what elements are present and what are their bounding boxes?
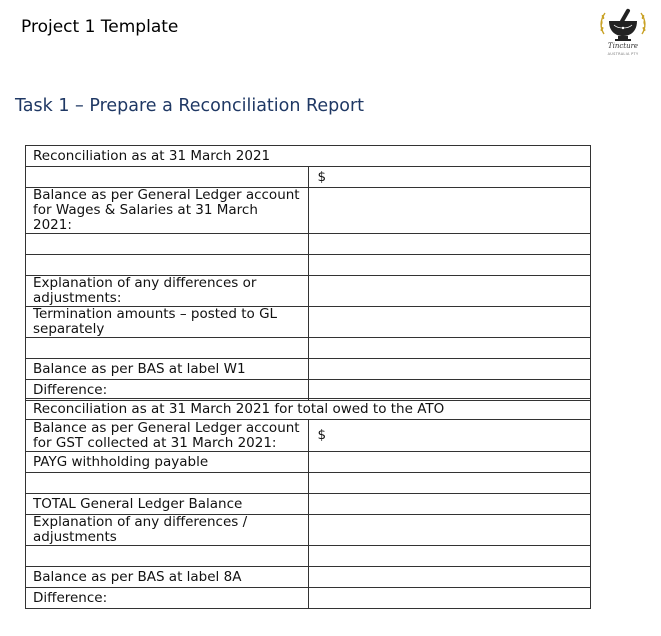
table-cell-amount[interactable]: $ xyxy=(308,167,591,188)
table-row xyxy=(26,399,591,420)
table-row xyxy=(26,567,591,588)
logo-wordmark: Tincture xyxy=(607,42,639,50)
table-cell-label[interactable] xyxy=(26,473,309,494)
table-row xyxy=(26,234,591,255)
table-cell-label: Balance as per BAS at label 8A xyxy=(26,567,309,588)
table-cell-label: Balance as per General Ledger account for Wages & Salaries at 31 March 2021: xyxy=(26,188,309,234)
table-cell-label[interactable] xyxy=(26,338,309,359)
table-row xyxy=(26,167,591,188)
ato-reconciliation-table xyxy=(25,398,591,609)
table-row xyxy=(26,359,591,380)
table-row xyxy=(26,546,591,567)
table-cell-amount[interactable] xyxy=(308,515,591,546)
company-logo xyxy=(596,4,650,60)
table-cell-amount[interactable]: $ xyxy=(308,420,591,452)
logo-tagline: AUSTRALIA PTY xyxy=(607,52,639,56)
table-cell-label[interactable] xyxy=(26,255,309,276)
table-cell-label: PAYG withholding payable xyxy=(26,452,309,473)
table-row xyxy=(26,146,591,167)
table-cell-amount[interactable] xyxy=(308,234,591,255)
table-row xyxy=(26,494,591,515)
table-cell-amount[interactable] xyxy=(308,255,591,276)
table-row xyxy=(26,473,591,494)
table-cell-amount[interactable] xyxy=(308,338,591,359)
table-cell-amount[interactable] xyxy=(308,307,591,338)
task-heading: Task 1 – Prepare a Reconciliation Report xyxy=(15,96,365,116)
table-cell-amount[interactable] xyxy=(308,188,591,234)
table-cell-label: Reconciliation as at 31 March 2021 xyxy=(26,146,591,167)
table-cell-amount[interactable] xyxy=(308,473,591,494)
table-cell-label: Balance as per General Ledger account for GST collected at 31 March 2021: xyxy=(26,420,309,452)
table-cell-label[interactable] xyxy=(26,234,309,255)
table-cell-label[interactable] xyxy=(26,167,309,188)
table-cell-amount[interactable] xyxy=(308,588,591,609)
table-cell-label: Explanation of any differences / adjustments xyxy=(26,515,309,546)
table-row xyxy=(26,420,591,452)
table-row xyxy=(26,276,591,307)
table-cell-label: Balance as per BAS at label W1 xyxy=(26,359,309,380)
table-cell-label: TOTAL General Ledger Balance xyxy=(26,494,309,515)
table-row xyxy=(26,338,591,359)
table-row xyxy=(26,452,591,473)
table-cell-amount[interactable] xyxy=(308,494,591,515)
table-row xyxy=(26,588,591,609)
table-row xyxy=(26,188,591,234)
table-cell-amount[interactable] xyxy=(308,546,591,567)
table-cell-amount[interactable] xyxy=(308,359,591,380)
mortar-pestle-icon xyxy=(596,4,650,44)
table-row xyxy=(26,307,591,338)
table-cell-amount[interactable] xyxy=(308,567,591,588)
table-cell-amount[interactable] xyxy=(308,276,591,307)
wages-reconciliation-table xyxy=(25,145,591,401)
table-cell-label: Difference: xyxy=(26,380,309,401)
document-title: Project 1 Template xyxy=(21,17,179,37)
table-cell-amount[interactable] xyxy=(308,452,591,473)
table-cell-label: Reconciliation as at 31 March 2021 for total owed to the ATO xyxy=(26,399,591,420)
table-row xyxy=(26,255,591,276)
table-row xyxy=(26,515,591,546)
table-cell-label: Termination amounts – posted to GL separately xyxy=(26,307,309,338)
table-cell-label: Difference: xyxy=(26,588,309,609)
table-cell-label: Explanation of any differences or adjustments: xyxy=(26,276,309,307)
table-cell-label[interactable] xyxy=(26,546,309,567)
